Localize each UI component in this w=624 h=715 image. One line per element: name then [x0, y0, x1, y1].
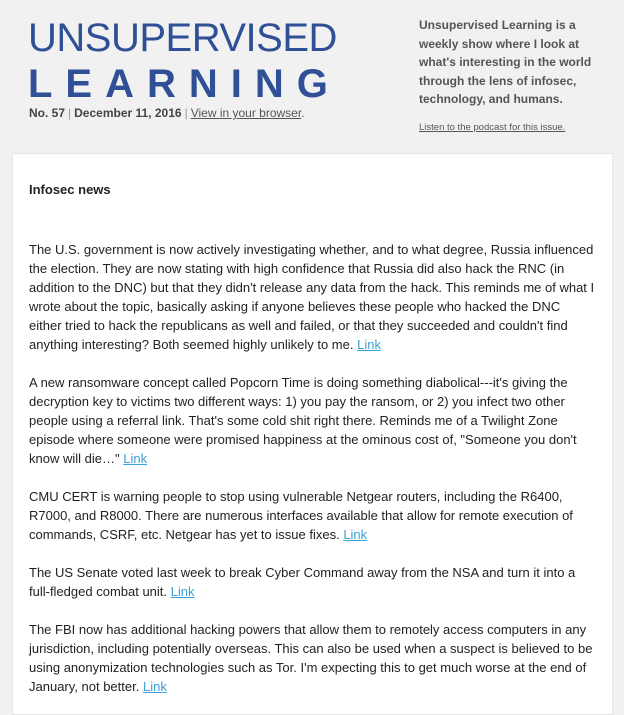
section-title: Infosec news [29, 182, 111, 197]
period: . [301, 106, 305, 120]
news-item-link[interactable]: Link [170, 584, 195, 599]
tagline: Unsupervised Learning is a weekly show where I look at what's interesting in the world through the lens of infosec, technology, and humans. [419, 18, 592, 106]
issue-date: December 11, 2016 [74, 106, 182, 120]
issue-number: No. 57 [29, 106, 66, 120]
news-item-text: The FBI now has additional hacking powers that allow them to remotely access computers in any jurisdiction, including potentially overseas. This can also be used when a suspect is believed to be using anonymization technologies such as Tor. I'm expecting this to get much worse at the end of January, not better. [29, 622, 593, 694]
newsletter-header [0, 0, 624, 152]
content-card [12, 153, 613, 715]
news-item-text: A new ransomware concept called Popcorn Time is doing something diabolical---it's giving the decryption key to victims two different ways: 1) you pay the ransom, or 2) you infect two other people using a referral link. That's some cold shit right there. Reminds me of a Twilight Zone episode where someone were promised happiness at the ominous cost of, "Someone you don't know will die…" [29, 375, 577, 466]
news-item-text: The US Senate voted last week to break Cyber Command away from the NSA and turn it into a full-fledged combat unit. [29, 565, 576, 599]
news-item-link[interactable]: Link [357, 337, 381, 352]
news-item [29, 373, 595, 468]
news-item-link[interactable]: Link [142, 679, 167, 694]
separator: | [184, 106, 188, 120]
news-item [29, 240, 595, 354]
news-list [29, 240, 595, 715]
separator: | [68, 106, 72, 120]
logo [28, 18, 341, 104]
news-item [29, 620, 595, 696]
podcast-link[interactable]: Listen to the podcast for this issue. [419, 122, 566, 133]
news-item-text: CMU CERT is warning people to stop using vulnerable Netgear routers, including the R6400, R7000, and R8000. There are numerous interfaces available that allow for remote execution of commands, CSRF, etc. Netgear has yet to issue fixes. [29, 489, 573, 542]
view-in-browser-link[interactable]: View in your browser [190, 106, 302, 120]
issue-info [29, 106, 305, 120]
news-item-text: The U.S. government is now actively investigating whether, and to what degree, Russia influenced the election. They are now stating with high confidence that Russia did also hack the RNC (in addition to the DNC) but that they didn't release any data from the hack. This reminds me of what I wrote about the topic, basically asking if anyone believes these people who hacked the DNC either tried to hack the republicans as well and failed, or that they succeeded and couldn't find anything interesting? Both seemed highly unlikely to me. [29, 242, 595, 352]
news-item [29, 563, 595, 601]
news-item-link[interactable]: Link [123, 451, 148, 466]
logo-line-1: UNSUPERVISED [28, 16, 337, 60]
news-item [29, 487, 595, 544]
news-item-link[interactable]: Link [343, 527, 368, 542]
logo-line-2: LEARNING [28, 62, 341, 106]
